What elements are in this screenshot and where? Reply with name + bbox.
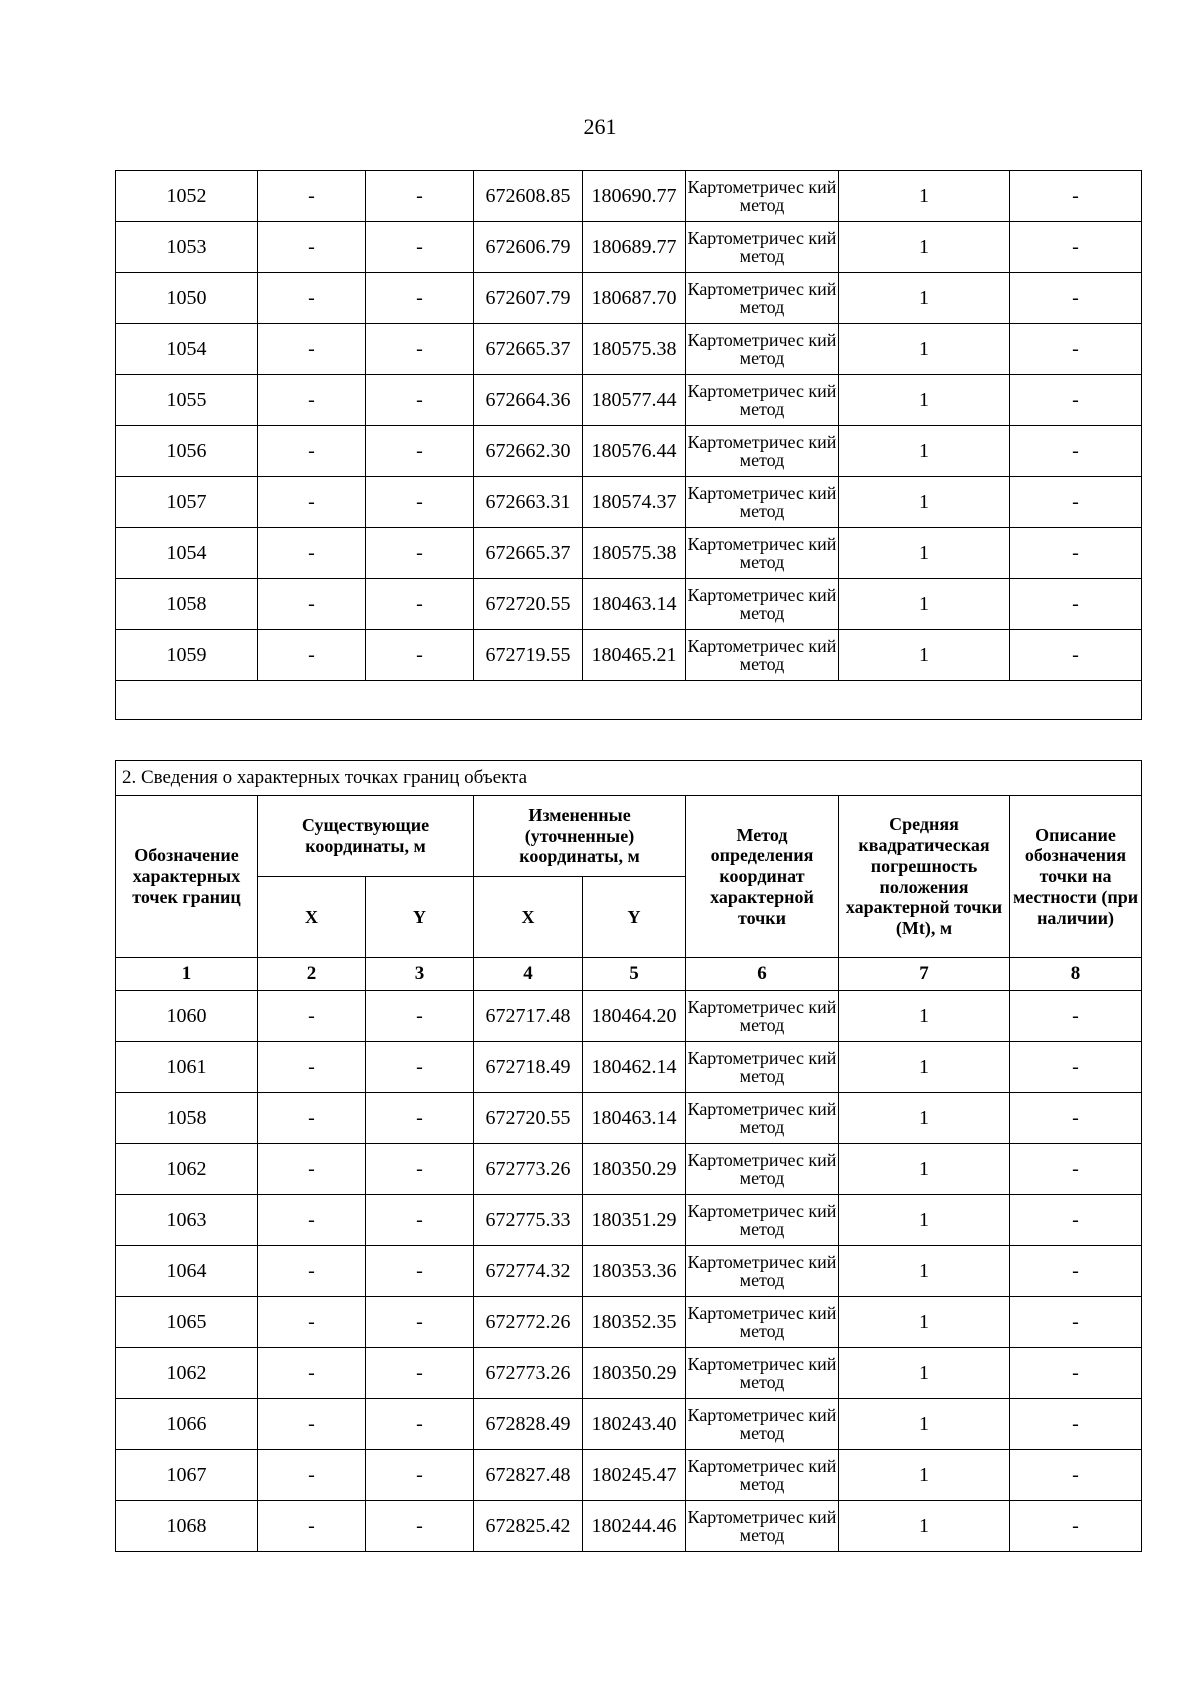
header-existing-y: Y xyxy=(366,877,474,958)
cell-changed-y: 180353.36 xyxy=(583,1246,686,1297)
table-row xyxy=(116,528,1142,579)
cell-existing-x: - xyxy=(258,991,366,1042)
cell-mean-square-error: 1 xyxy=(839,1399,1010,1450)
cell-changed-y: 180575.38 xyxy=(583,528,686,579)
cell-existing-y: - xyxy=(366,991,474,1042)
cell-method: Картометричес кий метод xyxy=(686,324,839,375)
cell-changed-x: 672662.30 xyxy=(474,426,583,477)
table-row xyxy=(116,1297,1142,1348)
table-row xyxy=(116,477,1142,528)
cell-point-id: 1050 xyxy=(116,273,258,324)
cell-method: Картометричес кий метод xyxy=(686,477,839,528)
cell-changed-x: 672775.33 xyxy=(474,1195,583,1246)
cell-point-id: 1065 xyxy=(116,1297,258,1348)
cell-existing-x: - xyxy=(258,1144,366,1195)
cell-existing-y: - xyxy=(366,477,474,528)
cell-method: Картометричес кий метод xyxy=(686,1501,839,1552)
cell-description: - xyxy=(1010,1297,1142,1348)
table-row xyxy=(116,1348,1142,1399)
cell-method: Картометричес кий метод xyxy=(686,1195,839,1246)
cell-method: Картометричес кий метод xyxy=(686,222,839,273)
cell-changed-y: 180576.44 xyxy=(583,426,686,477)
cell-description: - xyxy=(1010,1042,1142,1093)
cell-point-id: 1064 xyxy=(116,1246,258,1297)
cell-description: - xyxy=(1010,1450,1142,1501)
cell-mean-square-error: 1 xyxy=(839,1501,1010,1552)
cell-method: Картометричес кий метод xyxy=(686,273,839,324)
cell-mean-square-error: 1 xyxy=(839,324,1010,375)
cell-description: - xyxy=(1010,1246,1142,1297)
cell-mean-square-error: 1 xyxy=(839,171,1010,222)
cell-existing-y: - xyxy=(366,324,474,375)
cell-point-id: 1053 xyxy=(116,222,258,273)
cell-existing-y: - xyxy=(366,528,474,579)
cell-existing-x: - xyxy=(258,1450,366,1501)
cell-point-id: 1058 xyxy=(116,579,258,630)
table1-body xyxy=(116,171,1142,720)
cell-mean-square-error: 1 xyxy=(839,991,1010,1042)
cell-point-id: 1063 xyxy=(116,1195,258,1246)
cell-existing-x: - xyxy=(258,528,366,579)
column-number: 6 xyxy=(686,958,839,991)
cell-existing-y: - xyxy=(366,1093,474,1144)
cell-description: - xyxy=(1010,1399,1142,1450)
cell-description: - xyxy=(1010,1195,1142,1246)
cell-point-id: 1067 xyxy=(116,1450,258,1501)
cell-description: - xyxy=(1010,579,1142,630)
cell-existing-y: - xyxy=(366,1399,474,1450)
table-row xyxy=(116,1450,1142,1501)
cell-existing-x: - xyxy=(258,1501,366,1552)
cell-existing-y: - xyxy=(366,1348,474,1399)
cell-existing-x: - xyxy=(258,1297,366,1348)
cell-mean-square-error: 1 xyxy=(839,630,1010,681)
empty-row xyxy=(116,681,1142,720)
table-row xyxy=(116,375,1142,426)
cell-changed-y: 180574.37 xyxy=(583,477,686,528)
cell-existing-y: - xyxy=(366,579,474,630)
cell-changed-x: 672718.49 xyxy=(474,1042,583,1093)
cell-mean-square-error: 1 xyxy=(839,222,1010,273)
cell-changed-y: 180244.46 xyxy=(583,1501,686,1552)
header-changed-x: X xyxy=(474,877,583,958)
cell-description: - xyxy=(1010,630,1142,681)
cell-mean-square-error: 1 xyxy=(839,579,1010,630)
cell-existing-x: - xyxy=(258,1042,366,1093)
cell-method: Картометричес кий метод xyxy=(686,579,839,630)
table-row xyxy=(116,1246,1142,1297)
cell-existing-x: - xyxy=(258,324,366,375)
cell-point-id: 1056 xyxy=(116,426,258,477)
cell-changed-x: 672772.26 xyxy=(474,1297,583,1348)
table-row xyxy=(116,991,1142,1042)
cell-point-id: 1059 xyxy=(116,630,258,681)
cell-method: Картометричес кий метод xyxy=(686,630,839,681)
cell-existing-x: - xyxy=(258,375,366,426)
table-row xyxy=(116,1501,1142,1552)
cell-changed-x: 672664.36 xyxy=(474,375,583,426)
column-number: 3 xyxy=(366,958,474,991)
header-existing-x: X xyxy=(258,877,366,958)
cell-changed-x: 672720.55 xyxy=(474,1093,583,1144)
cell-changed-y: 180350.29 xyxy=(583,1348,686,1399)
cell-description: - xyxy=(1010,1501,1142,1552)
table-caption: 2. Сведения о характерных точках границ объекта xyxy=(116,761,1142,796)
cell-method: Картометричес кий метод xyxy=(686,1093,839,1144)
cell-changed-y: 180690.77 xyxy=(583,171,686,222)
cell-mean-square-error: 1 xyxy=(839,375,1010,426)
cell-existing-x: - xyxy=(258,1246,366,1297)
cell-point-id: 1057 xyxy=(116,477,258,528)
cell-method: Картометричес кий метод xyxy=(686,1144,839,1195)
cell-point-id: 1055 xyxy=(116,375,258,426)
cell-changed-y: 180463.14 xyxy=(583,1093,686,1144)
header-changed-y: Y xyxy=(583,877,686,958)
cell-description: - xyxy=(1010,1144,1142,1195)
cell-description: - xyxy=(1010,375,1142,426)
header-designation: Обозначение характерных точек границ xyxy=(116,796,258,958)
cell-changed-y: 180577.44 xyxy=(583,375,686,426)
cell-method: Картометричес кий метод xyxy=(686,1246,839,1297)
cell-mean-square-error: 1 xyxy=(839,273,1010,324)
table-row xyxy=(116,171,1142,222)
cell-changed-y: 180687.70 xyxy=(583,273,686,324)
cell-point-id: 1052 xyxy=(116,171,258,222)
column-number: 5 xyxy=(583,958,686,991)
cell-changed-y: 180352.35 xyxy=(583,1297,686,1348)
cell-changed-x: 672665.37 xyxy=(474,324,583,375)
cell-changed-y: 180245.47 xyxy=(583,1450,686,1501)
cell-changed-y: 180350.29 xyxy=(583,1144,686,1195)
cell-point-id: 1066 xyxy=(116,1399,258,1450)
cell-point-id: 1054 xyxy=(116,324,258,375)
table-row xyxy=(116,1399,1142,1450)
cell-existing-x: - xyxy=(258,630,366,681)
cell-changed-y: 180464.20 xyxy=(583,991,686,1042)
cell-method: Картометричес кий метод xyxy=(686,1450,839,1501)
cell-existing-y: - xyxy=(366,1042,474,1093)
cell-description: - xyxy=(1010,1093,1142,1144)
column-number: 7 xyxy=(839,958,1010,991)
cell-method: Картометричес кий метод xyxy=(686,171,839,222)
cell-existing-y: - xyxy=(366,171,474,222)
cell-existing-x: - xyxy=(258,1348,366,1399)
cell-description: - xyxy=(1010,273,1142,324)
cell-existing-y: - xyxy=(366,375,474,426)
cell-existing-x: - xyxy=(258,426,366,477)
cell-mean-square-error: 1 xyxy=(839,426,1010,477)
cell-existing-y: - xyxy=(366,222,474,273)
cell-mean-square-error: 1 xyxy=(839,1450,1010,1501)
cell-existing-x: - xyxy=(258,1195,366,1246)
cell-existing-y: - xyxy=(366,1246,474,1297)
cell-existing-x: - xyxy=(258,222,366,273)
cell-changed-x: 672773.26 xyxy=(474,1144,583,1195)
cell-description: - xyxy=(1010,528,1142,579)
table-row xyxy=(116,222,1142,273)
table-row xyxy=(116,579,1142,630)
table-row xyxy=(116,426,1142,477)
cell-mean-square-error: 1 xyxy=(839,477,1010,528)
cell-point-id: 1058 xyxy=(116,1093,258,1144)
cell-mean-square-error: 1 xyxy=(839,1348,1010,1399)
table-row xyxy=(116,1195,1142,1246)
cell-existing-y: - xyxy=(366,1297,474,1348)
table-row xyxy=(116,1042,1142,1093)
cell-description: - xyxy=(1010,171,1142,222)
cell-method: Картометричес кий метод xyxy=(686,1297,839,1348)
cell-changed-y: 180689.77 xyxy=(583,222,686,273)
cell-mean-square-error: 1 xyxy=(839,1144,1010,1195)
cell-point-id: 1062 xyxy=(116,1348,258,1399)
empty-cell xyxy=(116,681,1142,720)
cell-existing-x: - xyxy=(258,273,366,324)
cell-existing-y: - xyxy=(366,1195,474,1246)
cell-existing-y: - xyxy=(366,1144,474,1195)
cell-description: - xyxy=(1010,1348,1142,1399)
cell-changed-x: 672828.49 xyxy=(474,1399,583,1450)
cell-existing-x: - xyxy=(258,477,366,528)
cell-changed-x: 672608.85 xyxy=(474,171,583,222)
cell-changed-x: 672607.79 xyxy=(474,273,583,324)
cell-description: - xyxy=(1010,477,1142,528)
cell-changed-x: 672663.31 xyxy=(474,477,583,528)
cell-existing-x: - xyxy=(258,1093,366,1144)
cell-method: Картометричес кий метод xyxy=(686,1348,839,1399)
cell-mean-square-error: 1 xyxy=(839,1297,1010,1348)
cell-changed-y: 180351.29 xyxy=(583,1195,686,1246)
table2-body xyxy=(116,991,1142,1552)
cell-method: Картометричес кий метод xyxy=(686,1399,839,1450)
cell-point-id: 1054 xyxy=(116,528,258,579)
cell-method: Картометричес кий метод xyxy=(686,991,839,1042)
cell-existing-y: - xyxy=(366,273,474,324)
cell-existing-y: - xyxy=(366,426,474,477)
cell-mean-square-error: 1 xyxy=(839,1093,1010,1144)
cell-existing-x: - xyxy=(258,1399,366,1450)
cell-existing-y: - xyxy=(366,1501,474,1552)
header-method: Метод определения координат характерной точки xyxy=(686,796,839,958)
cell-point-id: 1068 xyxy=(116,1501,258,1552)
cell-existing-x: - xyxy=(258,171,366,222)
page-number: 261 xyxy=(583,114,617,139)
column-number: 4 xyxy=(474,958,583,991)
cell-description: - xyxy=(1010,991,1142,1042)
cell-changed-x: 672827.48 xyxy=(474,1450,583,1501)
table-row xyxy=(116,1144,1142,1195)
cell-point-id: 1061 xyxy=(116,1042,258,1093)
cell-method: Картометричес кий метод xyxy=(686,375,839,426)
column-number: 2 xyxy=(258,958,366,991)
cell-description: - xyxy=(1010,222,1142,273)
cell-changed-y: 180463.14 xyxy=(583,579,686,630)
cell-changed-x: 672665.37 xyxy=(474,528,583,579)
boundary-points-table xyxy=(115,760,1142,1552)
cell-method: Картометричес кий метод xyxy=(686,528,839,579)
cell-mean-square-error: 1 xyxy=(839,1042,1010,1093)
cell-changed-x: 672774.32 xyxy=(474,1246,583,1297)
cell-changed-x: 672717.48 xyxy=(474,991,583,1042)
column-number: 1 xyxy=(116,958,258,991)
column-number: 8 xyxy=(1010,958,1142,991)
cell-method: Картометричес кий метод xyxy=(686,426,839,477)
cell-mean-square-error: 1 xyxy=(839,1246,1010,1297)
cell-changed-x: 672825.42 xyxy=(474,1501,583,1552)
cell-changed-y: 180243.40 xyxy=(583,1399,686,1450)
cell-existing-x: - xyxy=(258,579,366,630)
cell-mean-square-error: 1 xyxy=(839,528,1010,579)
table-row xyxy=(116,1093,1142,1144)
table-row xyxy=(116,273,1142,324)
header-description: Описание обозначения точки на местности (при наличии) xyxy=(1010,796,1142,958)
header-mean-square-error: Средняя квадратическая погрешность положения характерной точки (Mt), м xyxy=(839,796,1010,958)
table-row xyxy=(116,630,1142,681)
cell-method: Картометричес кий метод xyxy=(686,1042,839,1093)
table-row xyxy=(116,324,1142,375)
cell-description: - xyxy=(1010,324,1142,375)
cell-changed-x: 672719.55 xyxy=(474,630,583,681)
cell-changed-x: 672773.26 xyxy=(474,1348,583,1399)
cell-mean-square-error: 1 xyxy=(839,1195,1010,1246)
cell-point-id: 1062 xyxy=(116,1144,258,1195)
header-changed-coordinates: Измененные (уточненные) координаты, м xyxy=(474,796,686,877)
cell-description: - xyxy=(1010,426,1142,477)
cell-point-id: 1060 xyxy=(116,991,258,1042)
cell-changed-x: 672606.79 xyxy=(474,222,583,273)
cell-existing-y: - xyxy=(366,630,474,681)
header-existing-coordinates: Существующие координаты, м xyxy=(258,796,474,877)
coordinates-table-continued xyxy=(115,170,1142,720)
cell-changed-y: 180462.14 xyxy=(583,1042,686,1093)
cell-changed-x: 672720.55 xyxy=(474,579,583,630)
cell-changed-y: 180465.21 xyxy=(583,630,686,681)
cell-existing-y: - xyxy=(366,1450,474,1501)
cell-changed-y: 180575.38 xyxy=(583,324,686,375)
